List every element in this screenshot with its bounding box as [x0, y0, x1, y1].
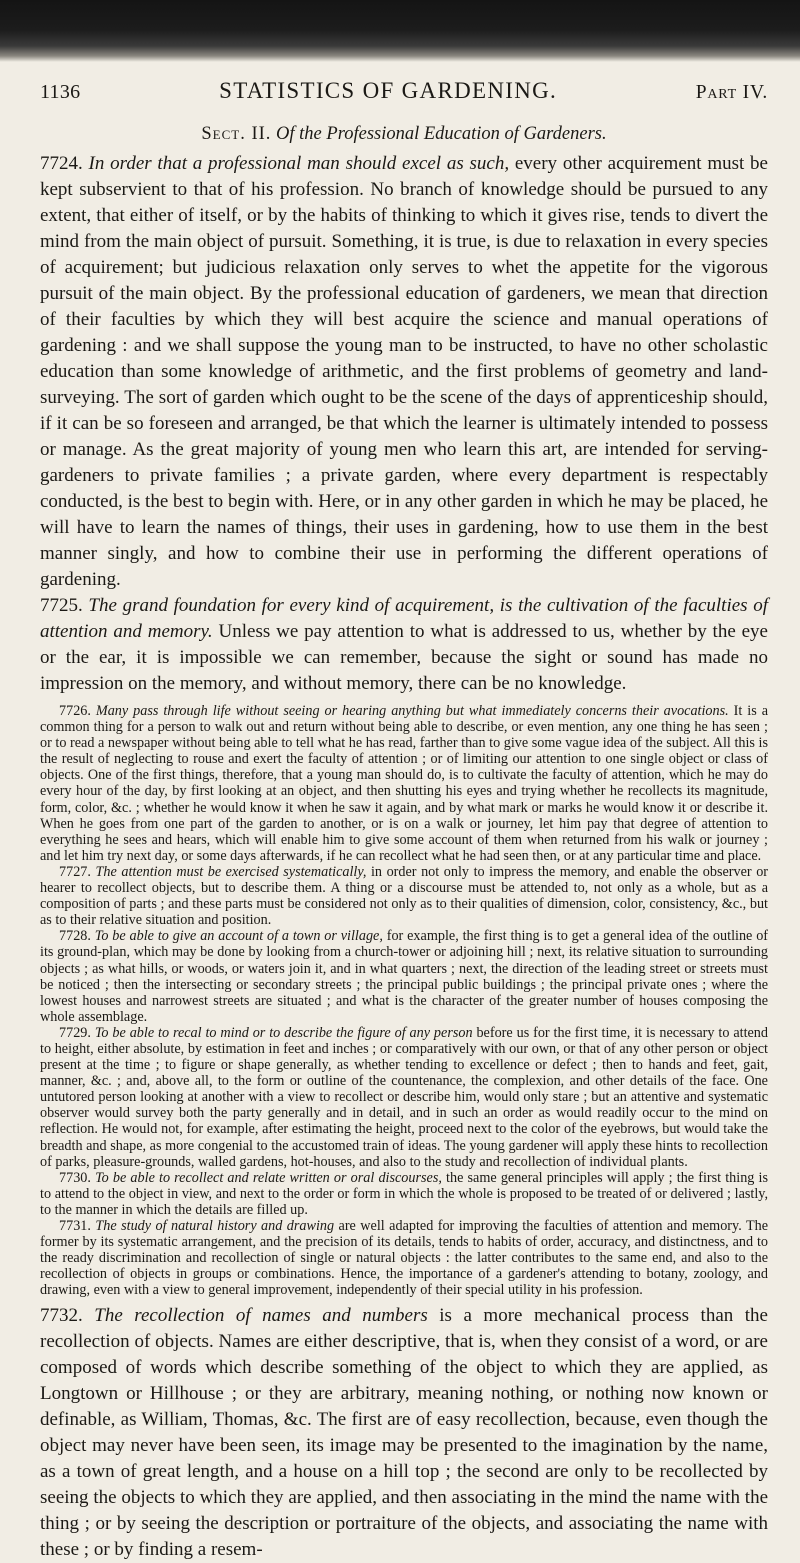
paragraph-7726 — [40, 703, 768, 864]
paragraph-7730 — [40, 1170, 768, 1218]
paragraph-heading: To be able to recal to mind or to describe the figure of any person — [94, 1024, 473, 1041]
paragraph-7725 — [40, 593, 768, 697]
paragraph-number: 7724. — [40, 153, 83, 174]
paragraph-text: before us for the first time, it is necessary to attend to height, either absolute, by estimation in feet and inches ; or comparatively with our own, or that of any other person or object present at the time ; to figure or shape generally, as whether tending to excellence or defect ; then to hands and feet, gait, manner, &c. ; and, above all, to the form or outline of the countenance, the complexion, and other details of the face. One untutored person looking at another with a view to recollect or describe him, would only stare ; but an attentive and systematic observer would survey both the party generally and in detail, and in such an order as would readily occur to the mind on reflection. He would not, for example, after estimating the height, proceed next to the color of the eyebrows, but would take the breadth and shape, as more congenial to the accustomed train of ideas. The young gardener will apply these hints to recollection of parks, pleasure-grounds, walled gardens, hot-houses, and also to the study and recollection of individual plants. — [40, 1024, 768, 1170]
scan-top-edge — [0, 0, 800, 62]
part-word: Part — [695, 82, 737, 103]
section-title: Of the Professional Education of Gardeners. — [276, 124, 607, 144]
paragraph-heading: The attention must be exercised systematically, — [95, 863, 367, 880]
paragraph-heading: To be able to give an account of a town or village, — [94, 928, 383, 945]
paragraph-text: every other acquirement must be kept subservient to that of his profession. No branch of knowledge should be pursued to any extent, that either of itself, or by the habits of thinking to which it gives rise, tends to divert the mind from the main object of pursuit. Something, it is true, is due to relaxation in every species of acquirement; but judicious relaxation only serves to whet the appetite for the vigorous pursuit of the main object. By the professional education of gardeners, we mean that direction of their faculties by which they will best acquire the science and manual operations of gardening : and we shall suppose the young man to be instructed, to have no other scholastic education than some knowledge of arithmetic, and the first problems of geometry and land-surveying. The sort of garden which ought to be the scene of the days of apprenticeship should, if it can be so foreseen and arranged, be that which the learner is ultimately intended to possess or manage. As the great majority of young men who learn this art, are intended for serving-gardeners to private families ; a private garden, where every department is respectably conducted, is the best to begin with. Here, or in any other garden in which he may be placed, he will have to learn the names of things, their uses in gardening, how to use them in the best manner singly, and how to combine their use in performing the different operations of gardening. — [40, 153, 768, 590]
paragraph-number: 7725. — [40, 595, 83, 616]
paragraph-heading: The grand foundation for every kind of acquirement, is the cultivation of the faculties of attention and memory. — [40, 595, 769, 642]
paragraph-7732 — [40, 1303, 768, 1563]
paragraph-7727 — [40, 864, 768, 928]
paragraph-number: 7730. — [59, 1169, 91, 1186]
paragraph-text: in order not only to impress the memory, and enable the observer or hearer to recollect objects, but to describe them. A thing or a discourse must be attended to, not only as a whole, but as a composition of parts ; and these parts must be considered not only as to their qualities of dimension, color, consistency, &c., but as to their relative situation and position. — [40, 863, 769, 929]
paragraph-number: 7732. — [40, 1305, 83, 1327]
paragraph-7724 — [40, 151, 768, 593]
paragraph-text: for example, the first thing is to get a general idea of the outline of its ground-plan, which may be done by looking from a church-tower or adjoining hill ; next, its relative situation to surrounding objects ; as what hills, or woods, or waters join it, and in what quarters ; next, the direction of the leading street or streets must be noticed ; then the intersecting or secondary streets ; the principal public buildings ; the principal private ones ; where the lowest houses and narrowest streets are situated ; and what is the character of the greater number of houses composing the whole assemblage. — [40, 928, 769, 1025]
section-label: Sect. II. — [201, 124, 272, 144]
paragraph-heading: The recollection of names and numbers — [94, 1305, 428, 1327]
section-heading — [40, 124, 768, 145]
paragraph-number: 7729. — [59, 1024, 91, 1041]
part-number: IV. — [742, 82, 768, 103]
paragraph-number: 7728. — [59, 928, 91, 945]
paragraph-heading: The study of natural history and drawing — [95, 1218, 335, 1234]
running-header — [40, 78, 768, 104]
paragraph-heading: Many pass through life without seeing or hearing anything but what immediately concerns their avocations. — [95, 703, 729, 719]
paragraph-text: the same general principles will apply ; the first thing is to attend to the object in view, and next to the order or form in which the whole is proposed to be treated of or delivered ; lastly, to the manner in which the details are filled up. — [40, 1169, 768, 1218]
paragraph-text: is a more mechanical process than the recollection of objects. Names are either descriptive, that is, when they consist of a word, or are composed of words which describe something of the object to which they are applied, as Longtown or Hillhouse ; or they are arbitrary, meaning nothing, or nothing now known or definable, as William, Thomas, &c. The first are of easy recollection, because, even though the object may never have been seen, its image may be presented to the imagination by the name, as a town of great length, and a house on a hill top ; the second are only to be recollected by seeing the objects to which they are applied, and then associating in the mind the name with the thing ; or by seeing the description or portraiture of the objects, and associating the name with these ; or by finding a resem- — [40, 1305, 768, 1561]
paragraph-text: It is a common thing for a person to walk out and return without being able to describe, or even mention, any one thing he has seen ; or to read a newspaper without being able to tell what he has read, farther than to give some vague idea of the subject. All this is the result of neglecting to rouse and exert the faculty of attention ; or of limiting our attention to one single object or class of objects. One of the first things, therefore, that a young man should do, is to cultivate the faculty of attention, which he may do every hour of the day, by first looking at an object, and then shutting his eyes and trying whether he recollects its magnitude, form, color, &c. ; whether he would know it when he saw it again, and by what mark or marks he would know it or describe it. When he goes from one part of the garden to another, or is on a walk or journey, let him pay that degree of attention to everything he sees and hears, which will enable him to give some account of them when returned from his walk or journey ; and let him try next day, or some days afterwards, if he can recollect what he had seen then, or at any particular time and place. — [40, 703, 769, 864]
page — [40, 78, 768, 1563]
paragraph-text: are well adapted for improving the faculties of attention and memory. The former by its systematic arrangement, and the precision of its details, tends to habits of order, accuracy, and distinctness, and to the ready discrimination and recollection of single or natural objects : the latter contributes to the same end, and also to the recollection of objects in groups or combinations. Hence, the importance of a gardener's attending to botany, zoology, and drawing, even with a view to general improvement, independently of their special utility in his profession. — [40, 1218, 768, 1299]
part-label — [696, 82, 768, 104]
paragraph-number: 7726. — [59, 703, 91, 719]
page-number: 1136 — [40, 81, 81, 103]
paragraph-number: 7731. — [59, 1218, 91, 1234]
paragraph-7728 — [40, 928, 768, 1025]
paragraph-7729 — [40, 1025, 768, 1170]
running-title: STATISTICS OF GARDENING. — [219, 78, 558, 103]
paragraph-7731 — [40, 1218, 768, 1298]
paragraph-heading: In order that a professional man should excel as such, — [88, 153, 510, 174]
paragraph-heading: To be able to recollect and relate written or oral discourses, — [95, 1169, 442, 1186]
paragraph-text: Unless we pay attention to what is addressed to us, whether by the eye or the ear, it is impossible we can remember, because the sight or sound has made no impression on the memory, and without memory, there can be no knowledge. — [40, 621, 768, 694]
paragraph-number: 7727. — [59, 863, 91, 880]
